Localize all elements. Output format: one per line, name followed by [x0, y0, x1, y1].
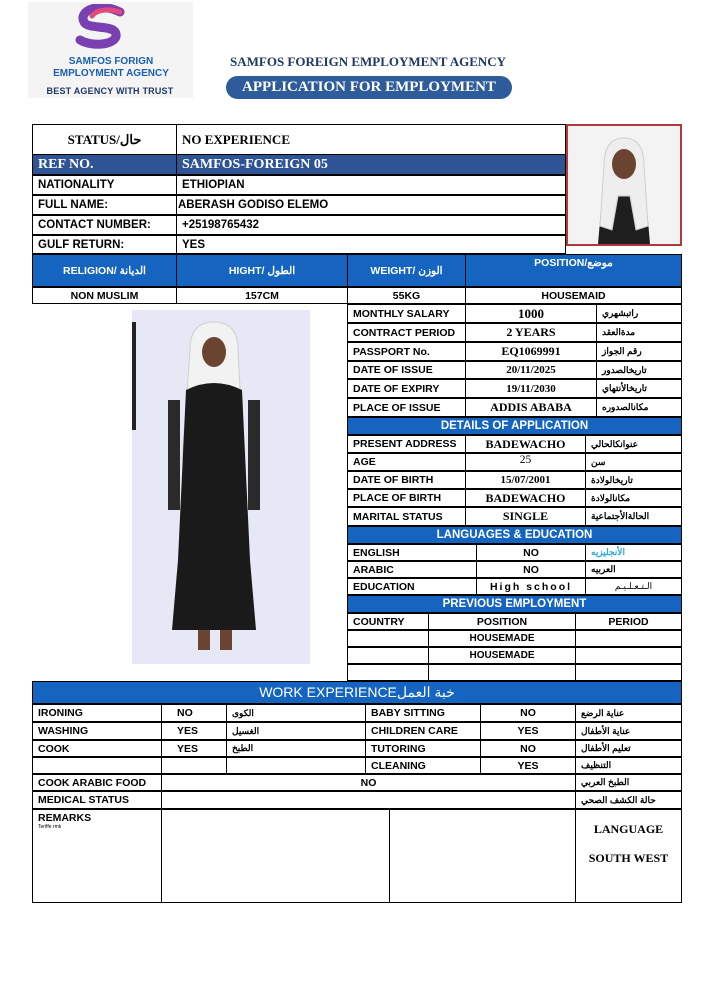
dob-value: 15/07/2001 — [465, 471, 586, 489]
washing-value: YES — [161, 722, 227, 740]
height-value: 157CM — [176, 287, 348, 304]
dob-arabic: تاريخالولادة — [585, 471, 682, 489]
medical-status-label: MEDICAL STATUS — [32, 791, 162, 809]
application-section-title: DETAILS OF APPLICATION — [347, 417, 682, 435]
full-body-photo — [132, 310, 310, 664]
weight-value: 55KG — [347, 287, 466, 304]
gulf-return-value: YES — [176, 235, 566, 254]
expiry-date-arabic: تاريخالأنتهاي — [596, 379, 682, 398]
cook-arabic-food-arabic: الطبخ العربي — [575, 774, 682, 791]
age-arabic: سن — [585, 453, 682, 471]
prev-row-1-position: HOUSEMADE — [428, 630, 576, 647]
passport-label: PASSPORT No. — [347, 342, 466, 361]
children-care-value: YES — [480, 722, 576, 740]
remarks-label: REMARKS — [38, 812, 92, 824]
issue-place-arabic: مكانالصدوره — [596, 398, 682, 417]
cook-arabic-food-label: COOK ARABIC FOOD — [32, 774, 162, 791]
cleaning-label: CLEANING — [365, 757, 481, 774]
tutoring-label: TUTORING — [365, 740, 481, 757]
age-label: AGE — [347, 453, 466, 471]
position-header: POSITION/موضع — [465, 254, 682, 287]
arabic-arabic: العربيه — [585, 561, 682, 578]
marital-value: SINGLE — [465, 507, 586, 526]
religion-header: RELIGION/ الديانة — [32, 254, 177, 287]
english-arabic: الأنجليزيه — [585, 544, 682, 561]
contract-label: CONTRACT PERIOD — [347, 323, 466, 342]
passport-arabic: رقم الجواز — [596, 342, 682, 361]
prev-row-3-position — [428, 664, 576, 681]
cook-arabic: الطبخ — [226, 740, 366, 757]
baby-sitting-value: NO — [480, 704, 576, 722]
gulf-return-label: GULF RETURN: — [32, 235, 177, 254]
person-portrait-icon — [568, 126, 680, 244]
medical-status-value — [161, 791, 576, 809]
baby-sitting-label: BABY SITTING — [365, 704, 481, 722]
contact-label: CONTACT NUMBER: — [32, 215, 177, 235]
prev-row-1-country — [347, 630, 429, 647]
marital-label: MARITAL STATUS — [347, 507, 466, 526]
education-label: EDUCATION — [347, 578, 477, 595]
ref-label: REF NO. — [32, 154, 177, 175]
full-name-value: ABERASH GODISO ELEMO — [176, 195, 566, 215]
empty-skill-label — [32, 757, 162, 774]
cook-value: YES — [161, 740, 227, 757]
tutoring-value: NO — [480, 740, 576, 757]
address-label: PRESENT ADDRESS — [347, 435, 466, 453]
washing-arabic: الغسيل — [226, 722, 366, 740]
remarks-cell — [32, 809, 162, 903]
birthplace-value: BADEWACHO — [465, 489, 586, 507]
person-full-icon — [132, 310, 310, 664]
empty-skill-value — [161, 757, 227, 774]
logo-line-2: EMPLOYMENT AGENCY — [53, 68, 169, 79]
prev-header-position: POSITION — [428, 613, 576, 630]
languages-section-title: LANGUAGES & EDUCATION — [347, 526, 682, 544]
height-header: HIGHT/ الطول — [176, 254, 348, 287]
issue-place-value: ADDIS ABABA — [465, 398, 597, 417]
agency-name: SAMFOS FOREIGN EMPLOYMENT AGENCY — [230, 54, 507, 69]
prev-row-2-country — [347, 647, 429, 664]
salary-label: MONTHLY SALARY — [347, 304, 466, 323]
education-value: High school — [476, 578, 586, 595]
tutoring-arabic: تعليم الأطفال — [575, 740, 682, 757]
contract-value: 2 YEARS — [465, 323, 597, 342]
passport-photo — [566, 124, 682, 246]
photo-edge — [132, 322, 136, 430]
prev-header-country: COUNTRY — [347, 613, 429, 630]
baby-sitting-arabic: عناية الرضع — [575, 704, 682, 722]
salary-arabic: راتبشهري — [596, 304, 682, 323]
logo-tagline: BEST AGENCY WITH TRUST — [46, 86, 174, 96]
remarks-note: Teriffe rmk — [38, 824, 62, 830]
side-region-label: SOUTH WEST — [588, 851, 669, 865]
cleaning-arabic: التنظيف — [575, 757, 682, 774]
ref-value: SAMFOS-FOREIGN 05 — [176, 154, 566, 175]
address-arabic: عنوانكالحالي — [585, 435, 682, 453]
prev-row-3-country — [347, 664, 429, 681]
prev-header-period: PERIOD — [575, 613, 682, 630]
salary-value: 1000 — [465, 304, 597, 323]
status-value: NO EXPERIENCE — [176, 124, 566, 155]
empty-skill-arabic — [226, 757, 366, 774]
ironing-value: NO — [161, 704, 227, 722]
issue-date-value: 20/11/2025 — [465, 361, 597, 379]
birthplace-arabic: مكانالولادة — [585, 489, 682, 507]
birthplace-label: PLACE OF BIRTH — [347, 489, 466, 507]
remarks-box-1 — [161, 809, 390, 903]
prev-row-3-period — [575, 664, 682, 681]
agency-logo — [28, 2, 193, 98]
prev-row-2-position: HOUSEMADE — [428, 647, 576, 664]
nationality-label: NATIONALITY — [32, 175, 177, 195]
arabic-label: ARABIC — [347, 561, 477, 578]
side-language-label: LANGUAGE — [593, 822, 664, 836]
passport-value: EQ1069991 — [465, 342, 597, 361]
english-label: ENGLISH — [347, 544, 477, 561]
expiry-date-value: 19/11/2030 — [465, 379, 597, 398]
contact-value: +25198765432 — [176, 215, 566, 235]
weight-header: WEIGHT/ الوزن — [347, 254, 466, 287]
logo-line-1: SAMFOS FORIGN — [68, 56, 154, 67]
contract-arabic: مدةالعقد — [596, 323, 682, 342]
ironing-arabic: الكوى — [226, 704, 366, 722]
religion-value: NON MUSLIM — [32, 287, 177, 304]
full-name-label: FULL NAME: — [32, 195, 177, 215]
previous-section-title: PREVIOUS EMPLOYMENT — [347, 595, 682, 613]
issue-place-label: PLACE OF ISSUE — [347, 398, 466, 417]
logo-s-mark-icon — [70, 4, 132, 50]
children-care-arabic: عناية الأطفال — [575, 722, 682, 740]
washing-label: WASHING — [32, 722, 162, 740]
expiry-date-label: DATE OF EXPIRY — [347, 379, 466, 398]
ironing-label: IRONING — [32, 704, 162, 722]
english-value: NO — [476, 544, 586, 561]
dob-label: DATE OF BIRTH — [347, 471, 466, 489]
form-title: APPLICATION FOR EMPLOYMENT — [226, 76, 512, 99]
address-value: BADEWACHO — [465, 435, 586, 453]
language-region-cell — [575, 809, 682, 903]
cook-label: COOK — [32, 740, 162, 757]
issue-date-arabic: تاريخالصدور — [596, 361, 682, 379]
education-arabic: الـتـعـلـيـم — [585, 578, 682, 595]
arabic-value: NO — [476, 561, 586, 578]
remarks-box-2 — [389, 809, 576, 903]
marital-arabic: الحالةالأجتماعية — [585, 507, 682, 526]
medical-status-arabic: حالة الكشف الصحي — [575, 791, 682, 809]
position-value: HOUSEMAID — [465, 287, 682, 304]
nationality-value: ETHIOPIAN — [176, 175, 566, 195]
work-section-title: WORK EXPERIENCEخبة العمل — [32, 681, 682, 704]
status-label: STATUS/حال — [32, 124, 177, 155]
cook-arabic-food-value: NO — [161, 774, 576, 791]
children-care-label: CHILDREN CARE — [365, 722, 481, 740]
age-value: 25 — [465, 453, 586, 471]
prev-row-2-period — [575, 647, 682, 664]
cleaning-value: YES — [480, 757, 576, 774]
issue-date-label: DATE OF ISSUE — [347, 361, 466, 379]
prev-row-1-period — [575, 630, 682, 647]
